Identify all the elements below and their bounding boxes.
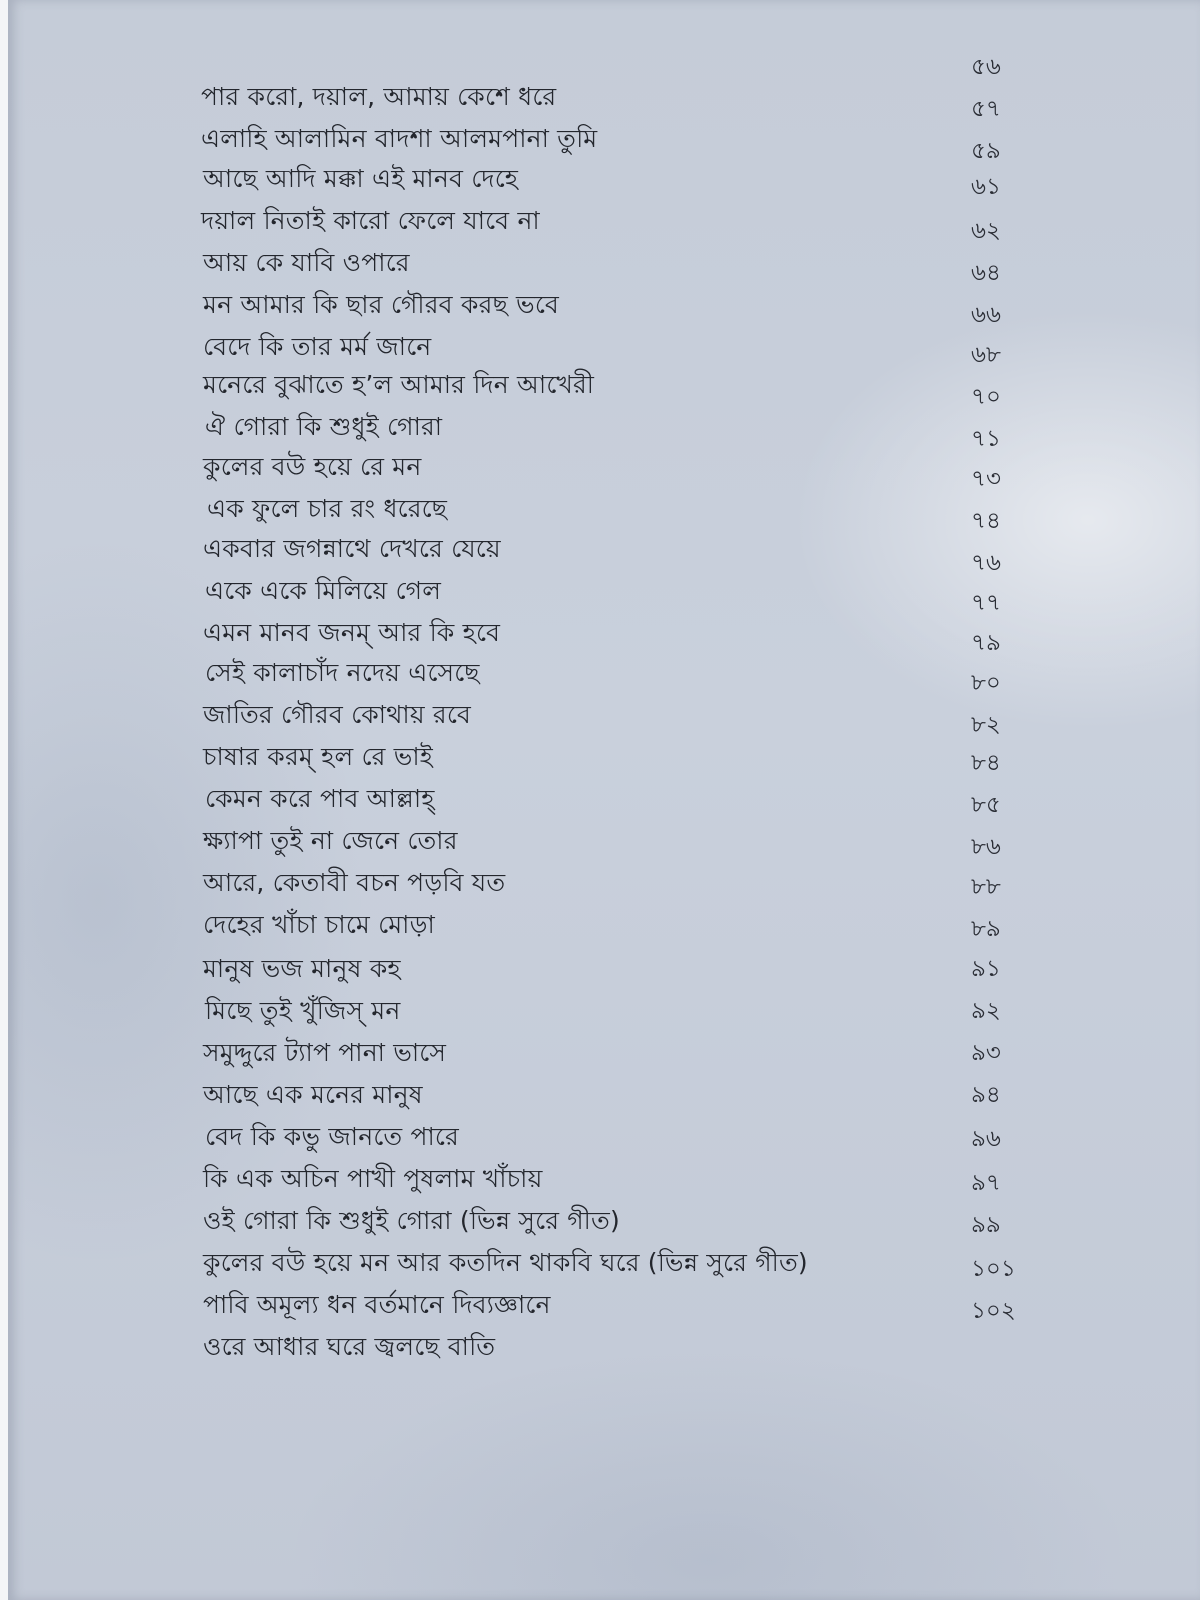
toc-entry-title: সেই কালাচাঁদ নদেয় এসেছে xyxy=(205,658,480,687)
toc-entry xyxy=(8,366,1200,410)
page-number: ৫৬ xyxy=(971,54,1001,80)
toc-entry xyxy=(8,120,1200,164)
toc-entry-title: এমন মানব জনম্ আর কি হবে xyxy=(203,618,501,647)
toc-entry-title: আছে এক মনের মানুষ xyxy=(203,1080,423,1109)
toc-entry-title: সমুদ্দুরে ট্যাপ পানা ভাসে xyxy=(203,1038,447,1067)
toc-entry-title: দয়াল নিতাই কারো ফেলে যাবে না xyxy=(201,206,540,235)
toc-entry-page: ৭৭ xyxy=(971,590,1001,616)
toc-entry xyxy=(8,614,1200,656)
toc-entry xyxy=(8,1202,1200,1240)
toc-entry-page: ৯৬ xyxy=(971,1126,1001,1152)
toc-entry xyxy=(8,1160,1200,1198)
toc-entry-title: মানুষ ভজ মানুষ কহ xyxy=(203,954,401,983)
toc-entry-title: মন আমার কি ছার গৌরব করছ ভবে xyxy=(203,290,560,319)
toc-entry-title: এলাহি আলামিন বাদশা আলমপানা তুমি xyxy=(201,124,598,153)
toc-entry-page: ৭১ xyxy=(971,426,1001,452)
toc-entry xyxy=(8,1034,1200,1072)
toc-entry-page: ৮৬ xyxy=(971,834,1001,860)
toc-entry-page: ৮৮ xyxy=(971,874,1001,900)
toc-entry-page: ৬২ xyxy=(971,218,1001,244)
toc-entry-page: ৯৭ xyxy=(971,1170,1001,1196)
toc-entry-title: ওরে আধার ঘরে জ্বলছে বাতি xyxy=(203,1332,496,1361)
toc-entry xyxy=(8,286,1200,328)
toc-entry-title: কুলের বউ হয়ে মন আর কতদিন থাকবি ঘরে (ভিন্ন সুরে গীত) xyxy=(203,1248,808,1277)
toc-entry-title: আছে আদি মক্কা এই মানব দেহে xyxy=(203,164,519,193)
toc-entry xyxy=(8,244,1200,286)
toc-entry-title: আয় কে যাবি ওপারে xyxy=(203,248,410,277)
toc-entry-title: পাবি অমূল্য ধন বর্তমানে দিব্যজ্ঞানে xyxy=(203,1290,551,1319)
toc-entry xyxy=(8,780,1200,818)
toc-entry-title: পার করো, দয়াল, আমায় কেশে ধরে xyxy=(201,82,557,111)
toc-entry xyxy=(8,822,1200,860)
toc-entry-title: ঐ গোরা কি শুধুই গোরা xyxy=(205,412,443,441)
toc-entry xyxy=(8,1244,1200,1282)
toc-entry-title: কেমন করে পাব আল্লাহ্ xyxy=(205,784,435,813)
toc-entry-title: একবার জগন্নাথে দেখরে যেয়ে xyxy=(203,534,501,563)
toc-entry-page: ৯৩ xyxy=(971,1040,1001,1066)
toc-entry xyxy=(8,1286,1200,1324)
toc-entry-page: ৮২ xyxy=(971,712,1001,738)
toc-entry xyxy=(8,78,1200,122)
toc-entry-page: ৯৪ xyxy=(971,1082,1001,1108)
toc-entry xyxy=(8,696,1200,738)
toc-entry-title: চাষার করম্ হল রে ভাই xyxy=(203,742,433,771)
toc-entry-title: আরে, কেতাবী বচন পড়বি যত xyxy=(203,868,506,897)
toc-entry-page: ৭৯ xyxy=(971,630,1001,656)
toc-entry-title: একে একে মিলিয়ে গেল xyxy=(205,576,442,605)
toc-entry-title: ক্ষ্যাপা তুই না জেনে তোর xyxy=(203,826,458,855)
toc-entry-title: বেদে কি তার মর্ম জানে xyxy=(203,332,432,361)
toc-entry-page: ৯২ xyxy=(971,998,1001,1024)
toc-entry-page: ৭০ xyxy=(971,384,1001,410)
toc-entry-page: ৮০ xyxy=(971,670,1001,696)
toc-entry xyxy=(8,864,1200,902)
toc-entry xyxy=(8,950,1200,988)
toc-entry xyxy=(8,572,1200,616)
toc-entry-page: ৮৯ xyxy=(971,916,1001,942)
toc-entry xyxy=(8,1328,1200,1366)
toc-entry xyxy=(8,1076,1200,1114)
toc-entry xyxy=(8,530,1200,576)
toc-entry-page: ৫৯ xyxy=(971,138,1001,164)
toc-entry xyxy=(8,448,1200,492)
toc-entry-page: ৭৪ xyxy=(971,508,1001,534)
toc-entry xyxy=(8,408,1200,452)
toc-entry-page: ৮৪ xyxy=(971,750,1001,776)
toc-entry-page: ১০২ xyxy=(971,1298,1016,1324)
toc-entry xyxy=(8,328,1200,366)
toc-entry-title: মিছে তুই খুঁজিস্ মন xyxy=(205,996,401,1025)
toc-entry-title: জাতির গৌরব কোথায় রবে xyxy=(203,700,472,729)
toc-entry xyxy=(8,1118,1200,1156)
toc-entry xyxy=(8,654,1200,696)
toc-entry xyxy=(8,202,1200,244)
toc-entry-page: ১০১ xyxy=(971,1256,1016,1282)
toc-entry xyxy=(8,490,1200,534)
toc-entry-page: ৬১ xyxy=(971,174,1001,200)
toc-entry-page: ৮৫ xyxy=(971,792,1001,818)
toc-entry-title: মনেরে বুঝাতে হ’ল আমার দিন আখেরী xyxy=(203,370,595,399)
toc-entry-title: কি এক অচিন পাখী পুষলাম খাঁচায় xyxy=(203,1164,543,1193)
toc-entry-title: দেহের খাঁচা চামে মোড়া xyxy=(203,910,435,939)
book-page xyxy=(8,0,1200,1600)
toc-entry-title: কুলের বউ হয়ে রে মন xyxy=(203,452,422,481)
toc-entry xyxy=(8,992,1200,1030)
toc-entry-page: ৬৮ xyxy=(971,342,1001,368)
toc-entry-title: বেদ কি কভু জানতে পারে xyxy=(205,1122,459,1151)
toc-entry-page: ৯১ xyxy=(971,956,1001,982)
toc-entry xyxy=(8,906,1200,944)
toc-entry-page: ৭৩ xyxy=(971,466,1001,492)
toc-entry-page: ৭৬ xyxy=(971,550,1001,576)
toc-entry xyxy=(8,160,1200,198)
toc-entry-title: এক ফুলে চার রং ধরেছে xyxy=(207,494,448,523)
toc-entry-page: ৯৯ xyxy=(971,1212,1001,1238)
table-of-contents xyxy=(8,0,1200,1600)
toc-entry-title: ওই গোরা কি শুধুই গোরা (ভিন্ন সুরে গীত) xyxy=(203,1206,620,1235)
toc-entry-page: ৬৪ xyxy=(971,260,1001,286)
toc-entry-page: ৫৭ xyxy=(971,96,1001,122)
toc-entry-page: ৬৬ xyxy=(971,302,1001,328)
toc-entry xyxy=(8,738,1200,776)
